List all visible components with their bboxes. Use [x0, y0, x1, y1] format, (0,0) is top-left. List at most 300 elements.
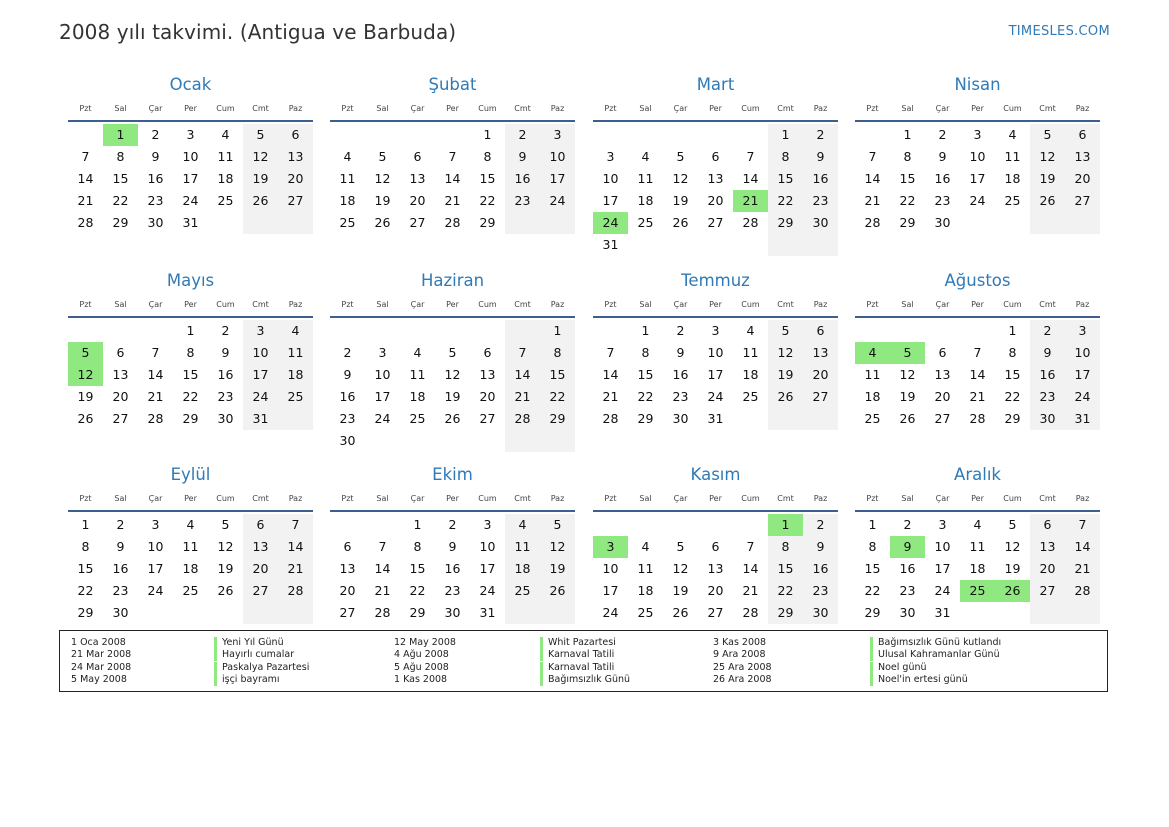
day-cell: 26 — [252, 193, 269, 208]
day-cell: 8 — [868, 539, 877, 554]
day-cell: 22 — [1004, 389, 1021, 404]
day-cell: 11 — [514, 539, 531, 554]
day-cell: 20 — [409, 193, 426, 208]
day-cell: 30 — [1039, 411, 1056, 426]
weekday-header: Pzt — [866, 494, 879, 503]
day-cell: 22 — [777, 193, 794, 208]
weekday-header: Paz — [288, 104, 303, 113]
day-cell: 11 — [637, 561, 654, 576]
weekday-header: Çar — [148, 104, 163, 113]
weekday-header: Sal — [639, 300, 652, 309]
day-cell: 18 — [409, 389, 426, 404]
day-cell: 8 — [781, 539, 790, 554]
day-cell: 1 — [81, 517, 90, 532]
legend-holiday-name: Karnaval Tatili — [540, 649, 614, 661]
day-cell: 5 — [1008, 517, 1017, 532]
day-cell: 2 — [343, 345, 352, 360]
day-cell: 8 — [116, 149, 125, 164]
day-cell: 24 — [479, 583, 496, 598]
day-cell: 6 — [343, 539, 352, 554]
weekday-header: Çar — [148, 494, 163, 503]
day-cell: 9 — [116, 539, 125, 554]
day-cell: 15 — [112, 171, 129, 186]
weekday-header: Cum — [216, 104, 235, 113]
day-cell: 29 — [112, 215, 129, 230]
weekday-header: Per — [709, 104, 722, 113]
month-divider — [855, 510, 1100, 512]
day-cell: 7 — [81, 149, 90, 164]
day-cell: 10 — [479, 539, 496, 554]
weekday-header: Per — [184, 104, 197, 113]
day-cell: 14 — [77, 171, 94, 186]
weekday-header: Cum — [478, 300, 497, 309]
day-cell: 29 — [899, 215, 916, 230]
day-cell: 18 — [339, 193, 356, 208]
day-cell: 16 — [147, 171, 164, 186]
month-name: Ağustos — [944, 271, 1011, 290]
day-cell: 9 — [448, 539, 457, 554]
day-cell: 6 — [711, 539, 720, 554]
day-cell: 6 — [256, 517, 265, 532]
day-cell: 18 — [217, 171, 234, 186]
day-cell: 3 — [483, 517, 492, 532]
month-name: Eylül — [170, 465, 211, 484]
weekday-header: Per — [971, 104, 984, 113]
day-cell: 23 — [444, 583, 461, 598]
day-cell: 24 — [602, 605, 619, 620]
day-cell: 30 — [812, 215, 829, 230]
day-cell: 24 — [549, 193, 566, 208]
month-name: Aralık — [954, 465, 1001, 484]
day-cell: 21 — [147, 389, 164, 404]
day-cell: 13 — [707, 171, 724, 186]
weekday-header: Sal — [901, 104, 914, 113]
day-cell: 29 — [777, 605, 794, 620]
day-cell: 2 — [116, 517, 125, 532]
day-cell: 7 — [1078, 517, 1087, 532]
weekday-header: Sal — [114, 104, 127, 113]
day-cell: 9 — [343, 367, 352, 382]
day-cell: 22 — [409, 583, 426, 598]
legend-holiday-name: Bağımsızlık Günü kutlandı — [870, 637, 1001, 649]
day-cell: 2 — [903, 517, 912, 532]
day-cell: 9 — [938, 149, 947, 164]
day-cell: 16 — [339, 389, 356, 404]
day-cell: 9 — [816, 539, 825, 554]
day-cell: 17 — [602, 583, 619, 598]
day-cell: 5 — [448, 345, 457, 360]
weekday-header: Sal — [114, 494, 127, 503]
day-cell: 7 — [868, 149, 877, 164]
day-cell: 27 — [934, 411, 951, 426]
day-cell: 2 — [816, 517, 825, 532]
day-cell: 24 — [147, 583, 164, 598]
legend-holiday-name: Noel'in ertesi günü — [870, 674, 968, 686]
day-cell: 11 — [182, 539, 199, 554]
day-cell: 4 — [518, 517, 527, 532]
holiday-day-cell: 26 — [995, 580, 1030, 602]
day-cell: 24 — [707, 389, 724, 404]
weekday-header: Cmt — [514, 494, 531, 503]
day-cell: 14 — [514, 367, 531, 382]
day-cell: 29 — [77, 605, 94, 620]
day-cell: 12 — [899, 367, 916, 382]
day-cell: 10 — [602, 171, 619, 186]
day-cell: 6 — [711, 149, 720, 164]
weekday-header: Paz — [550, 494, 565, 503]
legend-date: 5 May 2008 — [71, 673, 127, 685]
weekday-header: Paz — [813, 300, 828, 309]
legend-date: 12 May 2008 — [394, 637, 456, 648]
day-cell: 28 — [969, 411, 986, 426]
day-cell: 25 — [514, 583, 531, 598]
legend-holiday-name: Bağımsızlık Günü — [540, 674, 630, 686]
day-cell: 29 — [479, 215, 496, 230]
month-name: Şubat — [428, 75, 477, 94]
day-cell: 7 — [746, 539, 755, 554]
day-cell: 3 — [186, 127, 195, 142]
day-cell: 28 — [864, 215, 881, 230]
day-cell: 17 — [252, 367, 269, 382]
holiday-day-cell: 5 — [68, 342, 103, 364]
day-cell: 27 — [1039, 583, 1056, 598]
day-cell: 5 — [676, 539, 685, 554]
day-cell: 12 — [777, 345, 794, 360]
legend-date: 26 Ara 2008 — [713, 673, 772, 685]
day-cell: 18 — [969, 561, 986, 576]
day-cell: 23 — [147, 193, 164, 208]
day-cell: 12 — [1004, 539, 1021, 554]
day-cell: 30 — [147, 215, 164, 230]
legend-date: 21 Mar 2008 — [71, 649, 132, 661]
day-cell: 4 — [1008, 127, 1017, 142]
day-cell: 22 — [112, 193, 129, 208]
day-cell: 15 — [1004, 367, 1021, 382]
day-cell: 4 — [221, 127, 230, 142]
day-cell: 14 — [742, 561, 759, 576]
day-cell: 21 — [514, 389, 531, 404]
day-cell: 16 — [1039, 367, 1056, 382]
holiday-day-cell: 25 — [960, 580, 995, 602]
day-cell: 14 — [1074, 539, 1091, 554]
month-divider — [68, 316, 313, 318]
day-cell: 30 — [672, 411, 689, 426]
day-cell: 31 — [707, 411, 724, 426]
day-cell: 4 — [746, 323, 755, 338]
day-cell: 16 — [672, 367, 689, 382]
day-cell: 23 — [339, 411, 356, 426]
day-cell: 26 — [444, 411, 461, 426]
day-cell: 28 — [602, 411, 619, 426]
day-cell: 1 — [781, 127, 790, 142]
day-cell: 14 — [864, 171, 881, 186]
weekday-header: Cum — [1003, 494, 1022, 503]
month-name: Mart — [696, 75, 735, 94]
weekday-header: Cmt — [1039, 300, 1056, 309]
day-cell: 15 — [182, 367, 199, 382]
day-cell: 11 — [339, 171, 356, 186]
day-cell: 21 — [742, 583, 759, 598]
day-cell: 14 — [147, 367, 164, 382]
day-cell: 26 — [217, 583, 234, 598]
day-cell: 27 — [1074, 193, 1091, 208]
month-7 — [593, 271, 838, 451]
day-cell: 24 — [969, 193, 986, 208]
day-cell: 21 — [444, 193, 461, 208]
weekday-header: Çar — [148, 300, 163, 309]
month-6 — [330, 271, 575, 451]
weekday-header: Cum — [478, 494, 497, 503]
day-cell: 30 — [444, 605, 461, 620]
month-5 — [68, 271, 313, 451]
day-cell: 7 — [291, 517, 300, 532]
day-cell: 2 — [816, 127, 825, 142]
day-cell: 26 — [777, 389, 794, 404]
day-cell: 16 — [112, 561, 129, 576]
day-cell: 10 — [182, 149, 199, 164]
day-cell: 18 — [182, 561, 199, 576]
weekday-header: Pzt — [341, 494, 354, 503]
day-cell: 13 — [934, 367, 951, 382]
day-cell: 28 — [77, 215, 94, 230]
day-cell: 30 — [339, 433, 356, 448]
day-cell: 20 — [812, 367, 829, 382]
day-cell: 28 — [444, 215, 461, 230]
day-cell: 2 — [1043, 323, 1052, 338]
weekday-header: Cmt — [514, 104, 531, 113]
day-cell: 21 — [77, 193, 94, 208]
month-name: Kasım — [690, 465, 741, 484]
weekday-header: Sal — [376, 104, 389, 113]
day-cell: 31 — [479, 605, 496, 620]
day-cell: 16 — [444, 561, 461, 576]
day-cell: 25 — [287, 389, 304, 404]
weekday-header: Cmt — [777, 494, 794, 503]
day-cell: 29 — [777, 215, 794, 230]
day-cell: 28 — [1074, 583, 1091, 598]
day-cell: 17 — [707, 367, 724, 382]
day-cell: 20 — [934, 389, 951, 404]
day-cell: 19 — [77, 389, 94, 404]
day-cell: 22 — [777, 583, 794, 598]
day-cell: 22 — [479, 193, 496, 208]
day-cell: 10 — [549, 149, 566, 164]
day-cell: 8 — [903, 149, 912, 164]
day-cell: 27 — [707, 215, 724, 230]
day-cell: 20 — [707, 193, 724, 208]
day-cell: 17 — [934, 561, 951, 576]
day-cell: 10 — [374, 367, 391, 382]
legend-holiday-name: Yeni Yıl Günü — [214, 637, 284, 649]
day-cell: 15 — [864, 561, 881, 576]
day-cell: 19 — [777, 367, 794, 382]
month-1 — [68, 75, 313, 255]
weekday-header: Çar — [673, 494, 688, 503]
weekday-header: Cum — [1003, 300, 1022, 309]
day-cell: 8 — [553, 345, 562, 360]
day-cell: 31 — [602, 237, 619, 252]
weekday-header: Çar — [673, 300, 688, 309]
day-cell: 20 — [479, 389, 496, 404]
day-cell: 27 — [287, 193, 304, 208]
day-cell: 10 — [147, 539, 164, 554]
day-cell: 6 — [938, 345, 947, 360]
weekday-header: Pzt — [866, 104, 879, 113]
holiday-day-cell: 21 — [733, 190, 768, 212]
day-cell: 23 — [112, 583, 129, 598]
weekday-header: Paz — [288, 494, 303, 503]
day-cell: 18 — [742, 367, 759, 382]
day-cell: 11 — [217, 149, 234, 164]
day-cell: 3 — [1078, 323, 1087, 338]
weekday-header: Pzt — [341, 300, 354, 309]
day-cell: 26 — [549, 583, 566, 598]
day-cell: 25 — [339, 215, 356, 230]
month-divider — [855, 120, 1100, 122]
weekday-header: Cum — [741, 104, 760, 113]
legend-holiday-name: Hayırlı cumalar — [214, 649, 294, 661]
weekday-header: Cum — [478, 104, 497, 113]
weekday-header: Paz — [1075, 494, 1090, 503]
legend-date: 3 Kas 2008 — [713, 637, 767, 648]
month-9 — [68, 465, 313, 645]
day-cell: 12 — [252, 149, 269, 164]
day-cell: 16 — [812, 171, 829, 186]
day-cell: 14 — [742, 171, 759, 186]
day-cell: 23 — [514, 193, 531, 208]
day-cell: 17 — [479, 561, 496, 576]
day-cell: 25 — [864, 411, 881, 426]
day-cell: 25 — [182, 583, 199, 598]
holiday-day-cell: 1 — [103, 124, 138, 146]
weekday-header: Pzt — [79, 104, 92, 113]
day-cell: 4 — [343, 149, 352, 164]
day-cell: 25 — [742, 389, 759, 404]
day-cell: 11 — [409, 367, 426, 382]
day-cell: 13 — [339, 561, 356, 576]
day-cell: 15 — [409, 561, 426, 576]
weekday-header: Cum — [741, 494, 760, 503]
day-cell: 5 — [781, 323, 790, 338]
day-cell: 17 — [549, 171, 566, 186]
weekday-header: Cum — [741, 300, 760, 309]
day-cell: 25 — [1004, 193, 1021, 208]
day-cell: 4 — [641, 539, 650, 554]
weekday-header: Çar — [935, 104, 950, 113]
day-cell: 30 — [217, 411, 234, 426]
month-4 — [855, 75, 1100, 255]
day-cell: 24 — [1074, 389, 1091, 404]
month-12 — [855, 465, 1100, 645]
day-cell: 27 — [252, 583, 269, 598]
weekday-header: Sal — [901, 300, 914, 309]
day-cell: 2 — [448, 517, 457, 532]
day-cell: 12 — [217, 539, 234, 554]
holiday-day-cell: 9 — [890, 536, 925, 558]
day-cell: 1 — [553, 323, 562, 338]
weekday-header: Paz — [1075, 300, 1090, 309]
day-cell: 4 — [973, 517, 982, 532]
weekday-header: Cmt — [777, 104, 794, 113]
day-cell: 23 — [934, 193, 951, 208]
weekday-header: Per — [446, 300, 459, 309]
brand-link[interactable]: TIMESLES.COM — [1008, 24, 1110, 39]
day-cell: 7 — [151, 345, 160, 360]
day-cell: 12 — [374, 171, 391, 186]
day-cell: 30 — [899, 605, 916, 620]
day-cell: 14 — [602, 367, 619, 382]
weekday-header: Cmt — [252, 104, 269, 113]
legend-date: 9 Ara 2008 — [713, 649, 766, 661]
weekday-header: Cmt — [777, 300, 794, 309]
day-cell: 18 — [637, 193, 654, 208]
day-cell: 3 — [378, 345, 387, 360]
day-cell: 24 — [182, 193, 199, 208]
day-cell: 29 — [549, 411, 566, 426]
weekday-header: Per — [971, 494, 984, 503]
day-cell: 20 — [1074, 171, 1091, 186]
day-cell: 10 — [969, 149, 986, 164]
day-cell: 11 — [969, 539, 986, 554]
month-name: Mayıs — [166, 271, 215, 290]
legend-holiday-name: Whit Pazartesi — [540, 637, 616, 649]
day-cell: 2 — [518, 127, 527, 142]
day-cell: 6 — [1043, 517, 1052, 532]
day-cell: 2 — [676, 323, 685, 338]
day-cell: 8 — [483, 149, 492, 164]
day-cell: 10 — [707, 345, 724, 360]
day-cell: 9 — [221, 345, 230, 360]
day-cell: 4 — [641, 149, 650, 164]
day-cell: 4 — [186, 517, 195, 532]
day-cell: 20 — [112, 389, 129, 404]
day-cell: 22 — [864, 583, 881, 598]
weekday-header: Pzt — [866, 300, 879, 309]
day-cell: 17 — [602, 193, 619, 208]
weekday-header: Sal — [639, 494, 652, 503]
day-cell: 25 — [637, 215, 654, 230]
weekday-header: Pzt — [79, 494, 92, 503]
day-cell: 5 — [378, 149, 387, 164]
day-cell: 13 — [812, 345, 829, 360]
weekday-header: Pzt — [79, 300, 92, 309]
day-cell: 9 — [816, 149, 825, 164]
day-cell: 22 — [549, 389, 566, 404]
day-cell: 28 — [742, 605, 759, 620]
weekday-header: Pzt — [604, 300, 617, 309]
day-cell: 3 — [256, 323, 265, 338]
month-divider — [593, 510, 838, 512]
day-cell: 13 — [1074, 149, 1091, 164]
day-cell: 23 — [812, 193, 829, 208]
day-cell: 24 — [374, 411, 391, 426]
day-cell: 15 — [777, 561, 794, 576]
day-cell: 4 — [291, 323, 300, 338]
day-cell: 24 — [934, 583, 951, 598]
day-cell: 18 — [864, 389, 881, 404]
day-cell: 16 — [217, 367, 234, 382]
day-cell: 29 — [637, 411, 654, 426]
legend-holiday-name: Paskalya Pazartesi — [214, 662, 309, 674]
day-cell: 15 — [777, 171, 794, 186]
day-cell: 3 — [553, 127, 562, 142]
day-cell: 17 — [969, 171, 986, 186]
day-cell: 3 — [973, 127, 982, 142]
day-cell: 18 — [287, 367, 304, 382]
day-cell: 3 — [711, 323, 720, 338]
day-cell: 14 — [287, 539, 304, 554]
holiday-day-cell: 5 — [890, 342, 925, 364]
